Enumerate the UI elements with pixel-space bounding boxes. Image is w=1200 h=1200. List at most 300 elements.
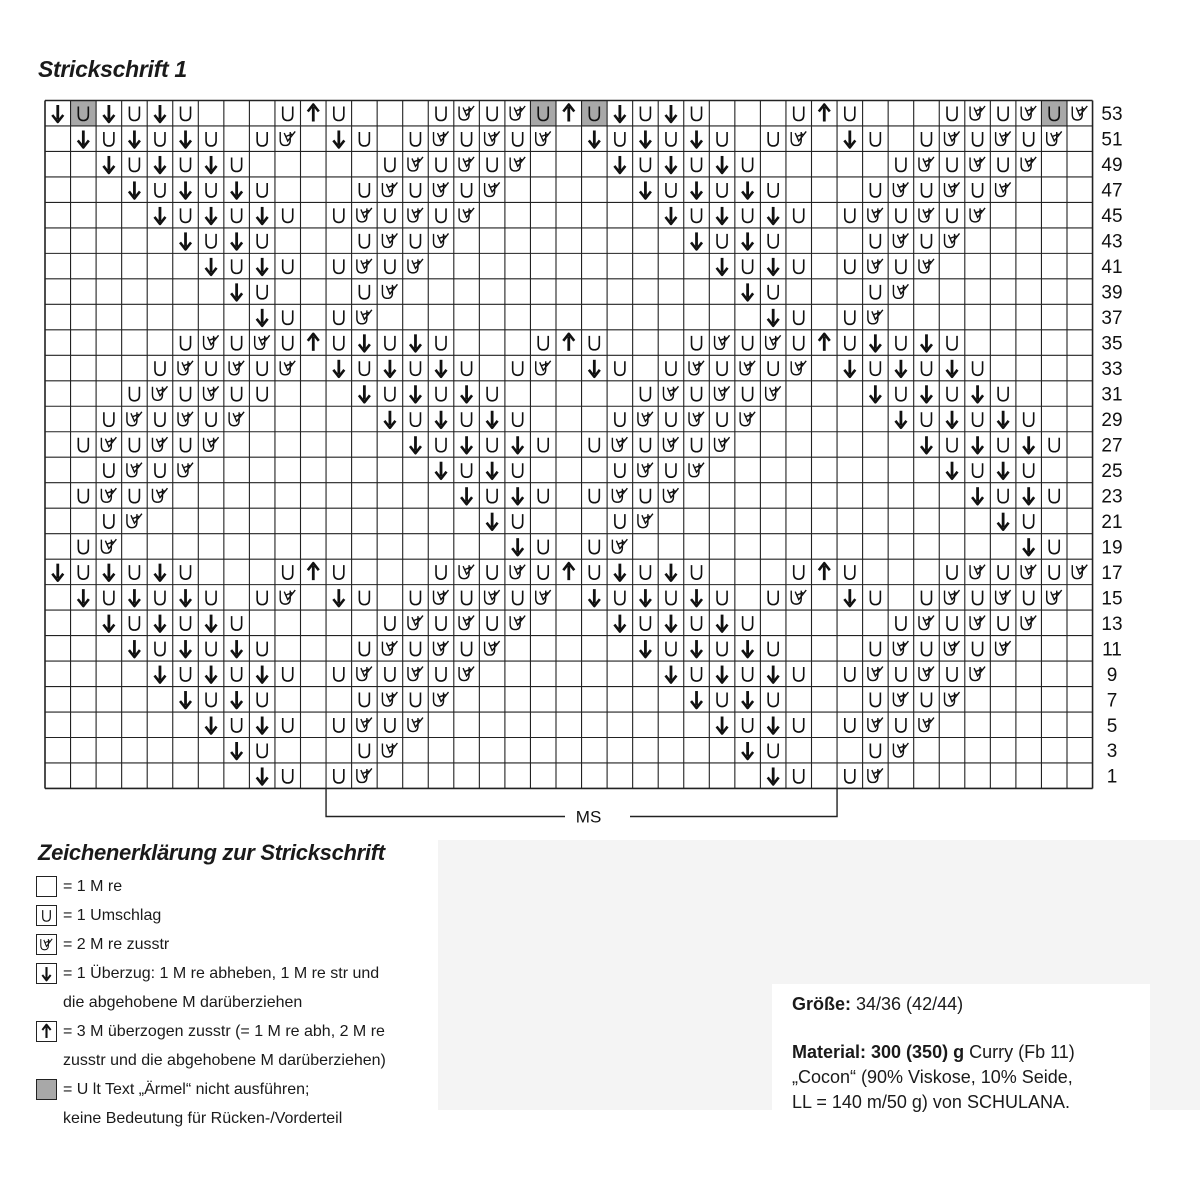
- info-box: [772, 984, 1150, 1144]
- k2tog-symbol: [408, 718, 423, 732]
- k2tog-symbol: [868, 768, 883, 782]
- k2tog-symbol: [1021, 157, 1036, 171]
- ssk-symbol: [691, 130, 702, 147]
- k2tog-symbol: [101, 539, 116, 553]
- yarn-over-symbol: [768, 285, 778, 299]
- k2tog-symbol: [893, 743, 908, 757]
- ssk-symbol: [231, 640, 242, 657]
- yarn-over-symbol: [998, 157, 1008, 171]
- yarn-over-symbol: [436, 616, 446, 630]
- ssk-symbol: [180, 130, 191, 147]
- k2tog-symbol: [612, 437, 627, 451]
- ssk-symbol: [768, 207, 779, 224]
- yarn-over-symbol: [513, 514, 523, 528]
- yarn-over-symbol: [666, 132, 676, 146]
- yarn-over-symbol: [896, 667, 906, 681]
- ssk-symbol: [742, 181, 753, 198]
- ssk-symbol: [206, 207, 217, 224]
- yarn-over-symbol: [538, 438, 548, 452]
- k2tog-symbol: [612, 539, 627, 553]
- k2tog-symbol: [868, 667, 883, 681]
- k2tog-symbol: [434, 692, 449, 706]
- ssk-symbol: [52, 105, 63, 122]
- yarn-over-symbol: [283, 769, 293, 783]
- legend-item-ssk: [36, 959, 456, 988]
- yarn-over-symbol: [283, 336, 293, 350]
- yarn-over-symbol: [947, 667, 957, 681]
- k2tog-symbol: [689, 361, 704, 375]
- yarn-over-symbol: [947, 616, 957, 630]
- k2tog-symbol: [868, 310, 883, 324]
- ssk-symbol: [921, 385, 932, 402]
- sk2p-symbol: [308, 563, 319, 580]
- k2tog-symbol: [740, 412, 755, 426]
- yarn-over-symbol: [692, 387, 702, 401]
- ssk-symbol: [972, 436, 983, 453]
- yarn-over-symbol: [181, 438, 191, 452]
- k2tog-symbol: [1047, 590, 1062, 604]
- k2tog-symbol: [280, 361, 295, 375]
- yarn-over-symbol: [359, 744, 369, 758]
- yarn-over-symbol: [104, 591, 114, 605]
- yarn-over-symbol: [155, 361, 165, 375]
- yarn-over-symbol: [257, 744, 267, 758]
- yarn-over-symbol: [921, 412, 931, 426]
- yarn-over-symbol: [845, 107, 855, 121]
- yarn-over-symbol: [181, 565, 191, 579]
- yarn-over-symbol: [845, 208, 855, 222]
- k2tog-symbol: [740, 361, 755, 375]
- k2tog-symbol: [638, 412, 653, 426]
- k2tog-symbol: [638, 463, 653, 477]
- k2tog-symbol: [715, 386, 730, 400]
- yarn-over-symbol: [921, 234, 931, 248]
- ssk-symbol: [154, 666, 165, 683]
- ssk-symbol: [384, 360, 395, 377]
- yarn-over-symbol: [129, 565, 139, 579]
- yarn-over-symbol: [487, 438, 497, 452]
- ssk-symbol: [640, 130, 651, 147]
- row-number: 35: [1101, 333, 1123, 355]
- ssk-symbol: [436, 360, 447, 377]
- chart-title: Strickschrift 1: [38, 56, 187, 82]
- yarn-over-symbol: [998, 387, 1008, 401]
- yarn-over-symbol: [947, 208, 957, 222]
- yarn-over-symbol: [947, 336, 957, 350]
- k2tog-symbol: [945, 641, 960, 655]
- ssk-symbol: [206, 717, 217, 734]
- k2tog-symbol: [919, 157, 934, 171]
- k2tog-symbol: [382, 641, 397, 655]
- yarn-over-symbol: [921, 693, 931, 707]
- ssk-symbol: [410, 385, 421, 402]
- ssk-symbol: [154, 207, 165, 224]
- row-number: 43: [1101, 231, 1123, 253]
- yarn-over-symbol: [794, 667, 804, 681]
- k2tog-symbol: [791, 361, 806, 375]
- yarn-over-symbol: [743, 259, 753, 273]
- yarn-over-symbol: [181, 667, 191, 681]
- ssk-symbol: [691, 232, 702, 249]
- yarn-over-symbol: [845, 259, 855, 273]
- row-number: 3: [1106, 741, 1118, 763]
- yarn-over-symbol: [206, 361, 216, 375]
- yarn-over-symbol: [794, 769, 804, 783]
- yarn-over-symbol: [640, 616, 650, 630]
- yarn-over-symbol: [870, 744, 880, 758]
- ssk-symbol: [129, 640, 140, 657]
- yarn-over-symbol: [181, 616, 191, 630]
- ssk-symbol: [665, 105, 676, 122]
- k2tog-symbol: [127, 463, 142, 477]
- yarn-over-symbol: [666, 361, 676, 375]
- ssk-symbol: [129, 130, 140, 147]
- row-number: 39: [1101, 282, 1123, 304]
- ssk-symbol: [180, 181, 191, 198]
- size-label: Größe:: [792, 994, 852, 1014]
- k2tog-symbol: [536, 590, 551, 604]
- yarn-over-symbol: [640, 565, 650, 579]
- yarn-over-symbol: [232, 208, 242, 222]
- k2tog-symbol: [919, 718, 934, 732]
- yarn-over-symbol: [436, 336, 446, 350]
- k2tog-symbol: [459, 667, 474, 681]
- yarn-over-symbol: [615, 132, 625, 146]
- ssk-symbol: [257, 258, 268, 275]
- yarn-over-symbol: [692, 157, 702, 171]
- ssk-symbol: [231, 283, 242, 300]
- ssk-symbol: [78, 589, 89, 606]
- ssk-symbol: [52, 564, 63, 581]
- k2tog-symbol: [893, 284, 908, 298]
- yarn-over-symbol: [640, 387, 650, 401]
- material-label: Material: 300 (350) g: [792, 1042, 965, 1062]
- ssk-symbol: [78, 130, 89, 147]
- ssk-symbol: [589, 589, 600, 606]
- yarn-over-symbol: [870, 642, 880, 656]
- k2tog-symbol: [868, 259, 883, 273]
- yarn-over-symbol: [615, 514, 625, 528]
- ssk-symbol: [614, 615, 625, 632]
- yarn-over-symbol: [462, 463, 472, 477]
- k2tog-symbol: [689, 412, 704, 426]
- legend-text: = 2 M re zusstr: [63, 936, 170, 953]
- k2tog-symbol: [1072, 565, 1087, 579]
- k2tog-symbol: [280, 590, 295, 604]
- ssk-symbol: [461, 487, 472, 504]
- yarn-over-symbol: [283, 107, 293, 121]
- ssk-symbol: [972, 385, 983, 402]
- ssk-symbol: [947, 360, 958, 377]
- ssk-symbol: [487, 513, 498, 530]
- row-number: 47: [1101, 180, 1123, 202]
- ssk-symbol: [103, 105, 114, 122]
- k2tog-symbol: [485, 590, 500, 604]
- row-number: 1: [1106, 766, 1118, 788]
- row-number: 29: [1101, 410, 1123, 431]
- k2tog-symbol: [178, 412, 193, 426]
- yarn-over-symbol: [973, 412, 983, 426]
- yarn-over-symbol: [589, 438, 599, 452]
- yarn-over-symbol: [206, 183, 216, 197]
- yarn-over-symbol: [768, 642, 778, 656]
- yarn-over-symbol: [155, 591, 165, 605]
- ssk-symbol: [1023, 436, 1034, 453]
- legend-text-cont: keine Bedeutung für Rücken-/Vorderteil: [63, 1110, 343, 1127]
- yarn-over-symbol: [845, 310, 855, 324]
- yarn-over-symbol: [334, 718, 344, 732]
- yarn-over-symbol: [78, 565, 88, 579]
- yarn-over-symbol: [666, 183, 676, 197]
- yarn-over-symbol: [768, 744, 778, 758]
- yarn-over-symbol: [947, 565, 957, 579]
- row-number: 45: [1101, 206, 1123, 228]
- k2tog-symbol: [945, 590, 960, 604]
- yarn-over-symbol: [462, 591, 472, 605]
- row-number: 17: [1101, 562, 1123, 584]
- k2tog-symbol: [536, 131, 551, 145]
- yarn-over-symbol: [410, 412, 420, 426]
- yarn-over-symbol: [794, 107, 804, 121]
- yarn-over-symbol: [692, 336, 702, 350]
- yarn-over-symbol: [870, 591, 880, 605]
- arrow-up-icon: [36, 1021, 57, 1042]
- k2tog-symbol: [970, 616, 985, 630]
- ssk-symbol: [103, 156, 114, 173]
- k2tog-symbol: [766, 386, 781, 400]
- k2tog-symbol: [357, 259, 372, 273]
- ssk-symbol: [333, 589, 344, 606]
- material-value: Curry (Fb 11): [964, 1042, 1075, 1062]
- yarn-over-symbol: [359, 642, 369, 656]
- yarn-over-icon: [36, 905, 57, 926]
- row-number: 5: [1106, 715, 1118, 737]
- k2tog-symbol: [408, 208, 423, 222]
- yarn-over-symbol: [743, 208, 753, 222]
- ssk-symbol: [972, 487, 983, 504]
- k2tog-symbol: [663, 437, 678, 451]
- ssk-symbol: [231, 691, 242, 708]
- yarn-over-symbol: [1024, 132, 1034, 146]
- k2tog-symbol: [204, 437, 219, 451]
- k2tog-symbol: [612, 488, 627, 502]
- yarn-over-symbol: [1024, 412, 1034, 426]
- ssk-symbol: [257, 767, 268, 784]
- yarn-over-symbol: [385, 336, 395, 350]
- ssk-symbol: [640, 589, 651, 606]
- yarn-over-symbol: [1049, 438, 1059, 452]
- yarn-over-symbol: [692, 107, 702, 121]
- yarn-over-symbol: [129, 387, 139, 401]
- ssk-symbol: [665, 207, 676, 224]
- yarn-over-symbol: [462, 361, 472, 375]
- ssk-symbol: [717, 666, 728, 683]
- size-value: 34/36 (42/44): [851, 994, 964, 1014]
- yarn-over-symbol: [921, 183, 931, 197]
- yarn-over-symbol: [487, 489, 497, 503]
- legend-item-k2tog: [36, 930, 456, 959]
- yarn-over-symbol: [1024, 514, 1034, 528]
- yarn-over-symbol: [717, 412, 727, 426]
- yarn-over-symbol: [666, 412, 676, 426]
- yarn-over-symbol: [947, 438, 957, 452]
- yarn-over-symbol: [513, 361, 523, 375]
- ssk-symbol: [665, 615, 676, 632]
- ssk-symbol: [257, 717, 268, 734]
- k2tog-symbol: [893, 182, 908, 196]
- yarn-over-symbol: [206, 132, 216, 146]
- ssk-symbol: [768, 309, 779, 326]
- ssk-symbol: [512, 538, 523, 555]
- gray-yarn-over-symbol: [71, 101, 97, 126]
- chart-cells: [52, 101, 1087, 785]
- yarn-over-symbol: [334, 769, 344, 783]
- ssk-symbol: [359, 385, 370, 402]
- yarn-over-symbol: [257, 387, 267, 401]
- ssk-symbol: [180, 589, 191, 606]
- yarn-over-symbol: [692, 565, 702, 579]
- k2tog-symbol: [919, 208, 934, 222]
- k2tog-symbol: [638, 514, 653, 528]
- yarn-over-symbol: [155, 412, 165, 426]
- k2tog-symbol: [229, 361, 244, 375]
- yarn-over-symbol: [462, 132, 472, 146]
- yarn-over-symbol: [129, 157, 139, 171]
- yarn-over-symbol: [640, 489, 650, 503]
- legend-item-yarnover: [36, 901, 456, 930]
- k2tog-symbol: [766, 335, 781, 349]
- ssk-symbol: [921, 334, 932, 351]
- yarn-over-symbol: [359, 234, 369, 248]
- k2tog-symbol: [1021, 616, 1036, 630]
- material-line-3: LL = 140 m/50 g) von SCHULANA.: [792, 1092, 1070, 1112]
- k2tog-symbol: [178, 463, 193, 477]
- yarn-over-symbol: [947, 107, 957, 121]
- yarn-over-symbol: [487, 565, 497, 579]
- ssk-symbol: [742, 742, 753, 759]
- sk2p-symbol: [308, 334, 319, 351]
- gray-yarn-over-symbol: [1041, 101, 1067, 126]
- yarn-over-symbol: [385, 616, 395, 630]
- yarn-over-symbol: [283, 310, 293, 324]
- yarn-over-symbol: [513, 591, 523, 605]
- ssk-symbol: [895, 360, 906, 377]
- yarn-over-symbol: [921, 132, 931, 146]
- ssk-symbol: [947, 462, 958, 479]
- k2tog-symbol: [255, 335, 270, 349]
- k2tog-symbol: [382, 743, 397, 757]
- gray-yarn-over-symbol: [530, 101, 556, 126]
- yarn-over-symbol: [385, 208, 395, 222]
- ssk-symbol: [461, 385, 472, 402]
- ssk-symbol: [333, 360, 344, 377]
- k2tog-symbol: [945, 233, 960, 247]
- sk2p-symbol: [563, 334, 574, 351]
- k2tog-symbol: [970, 667, 985, 681]
- ssk-symbol: [844, 589, 855, 606]
- k2tog-symbol: [204, 386, 219, 400]
- k2tog-symbol: [893, 641, 908, 655]
- sk2p-symbol: [819, 563, 830, 580]
- yarn-over-symbol: [385, 157, 395, 171]
- ssk-symbol: [257, 666, 268, 683]
- row-number: 27: [1101, 435, 1123, 457]
- yarn-over-symbol: [743, 387, 753, 401]
- ssk-symbol: [614, 105, 625, 122]
- yarn-over-symbol: [870, 234, 880, 248]
- ssk-symbol: [589, 360, 600, 377]
- yarn-over-symbol: [794, 565, 804, 579]
- ssk-symbol: [436, 462, 447, 479]
- yarn-over-symbol: [385, 667, 395, 681]
- repeat-label: MS: [575, 807, 602, 827]
- k2tog-symbol: [408, 157, 423, 171]
- ssk-symbol: [768, 666, 779, 683]
- ssk-symbol: [487, 462, 498, 479]
- yarn-over-symbol: [334, 336, 344, 350]
- row-number: 7: [1106, 690, 1118, 712]
- yarn-over-symbol: [743, 718, 753, 732]
- yarn-over-symbol: [257, 693, 267, 707]
- yarn-over-symbol: [334, 259, 344, 273]
- ssk-symbol: [640, 640, 651, 657]
- yarn-over-symbol: [921, 361, 931, 375]
- ssk-symbol: [895, 411, 906, 428]
- ssk-symbol: [691, 589, 702, 606]
- size-line: [792, 992, 1150, 1017]
- ssk-symbol: [180, 232, 191, 249]
- ssk-symbol: [1023, 538, 1034, 555]
- yarn-over-symbol: [410, 183, 420, 197]
- ssk-symbol: [998, 513, 1009, 530]
- yarn-over-symbol: [410, 642, 420, 656]
- row-number: 19: [1101, 537, 1123, 559]
- yarn-over-symbol: [998, 438, 1008, 452]
- k2tog-symbol: [152, 437, 167, 451]
- yarn-over-symbol: [410, 693, 420, 707]
- yarn-over-symbol: [870, 132, 880, 146]
- yarn-over-symbol: [410, 591, 420, 605]
- k2tog-symbol: [357, 768, 372, 782]
- yarn-over-symbol: [129, 438, 139, 452]
- yarn-over-symbol: [436, 438, 446, 452]
- k2tog-symbol: [459, 616, 474, 630]
- yarn-over-symbol: [436, 387, 446, 401]
- yarn-over-symbol: [998, 565, 1008, 579]
- yarn-over-symbol: [232, 718, 242, 732]
- yarn-over-symbol: [615, 361, 625, 375]
- k2tog-symbol: [791, 131, 806, 145]
- yarn-over-symbol: [794, 259, 804, 273]
- yarn-over-symbol: [1049, 489, 1059, 503]
- yarn-over-symbol: [589, 565, 599, 579]
- k2tog-symbol: [970, 565, 985, 579]
- ssk-symbol: [129, 181, 140, 198]
- ssk-symbol: [947, 411, 958, 428]
- yarn-over-symbol: [155, 183, 165, 197]
- yarn-over-symbol: [998, 616, 1008, 630]
- ssk-symbol: [206, 156, 217, 173]
- k2tog-symbol: [408, 667, 423, 681]
- yarn-over-symbol: [845, 718, 855, 732]
- k2tog-symbol: [919, 616, 934, 630]
- yarn-over-symbol: [615, 591, 625, 605]
- ssk-symbol: [691, 640, 702, 657]
- k2tog-symbol: [357, 310, 372, 324]
- yarn-over-symbol: [334, 310, 344, 324]
- ssk-symbol: [154, 105, 165, 122]
- k2tog-symbol: [459, 106, 474, 120]
